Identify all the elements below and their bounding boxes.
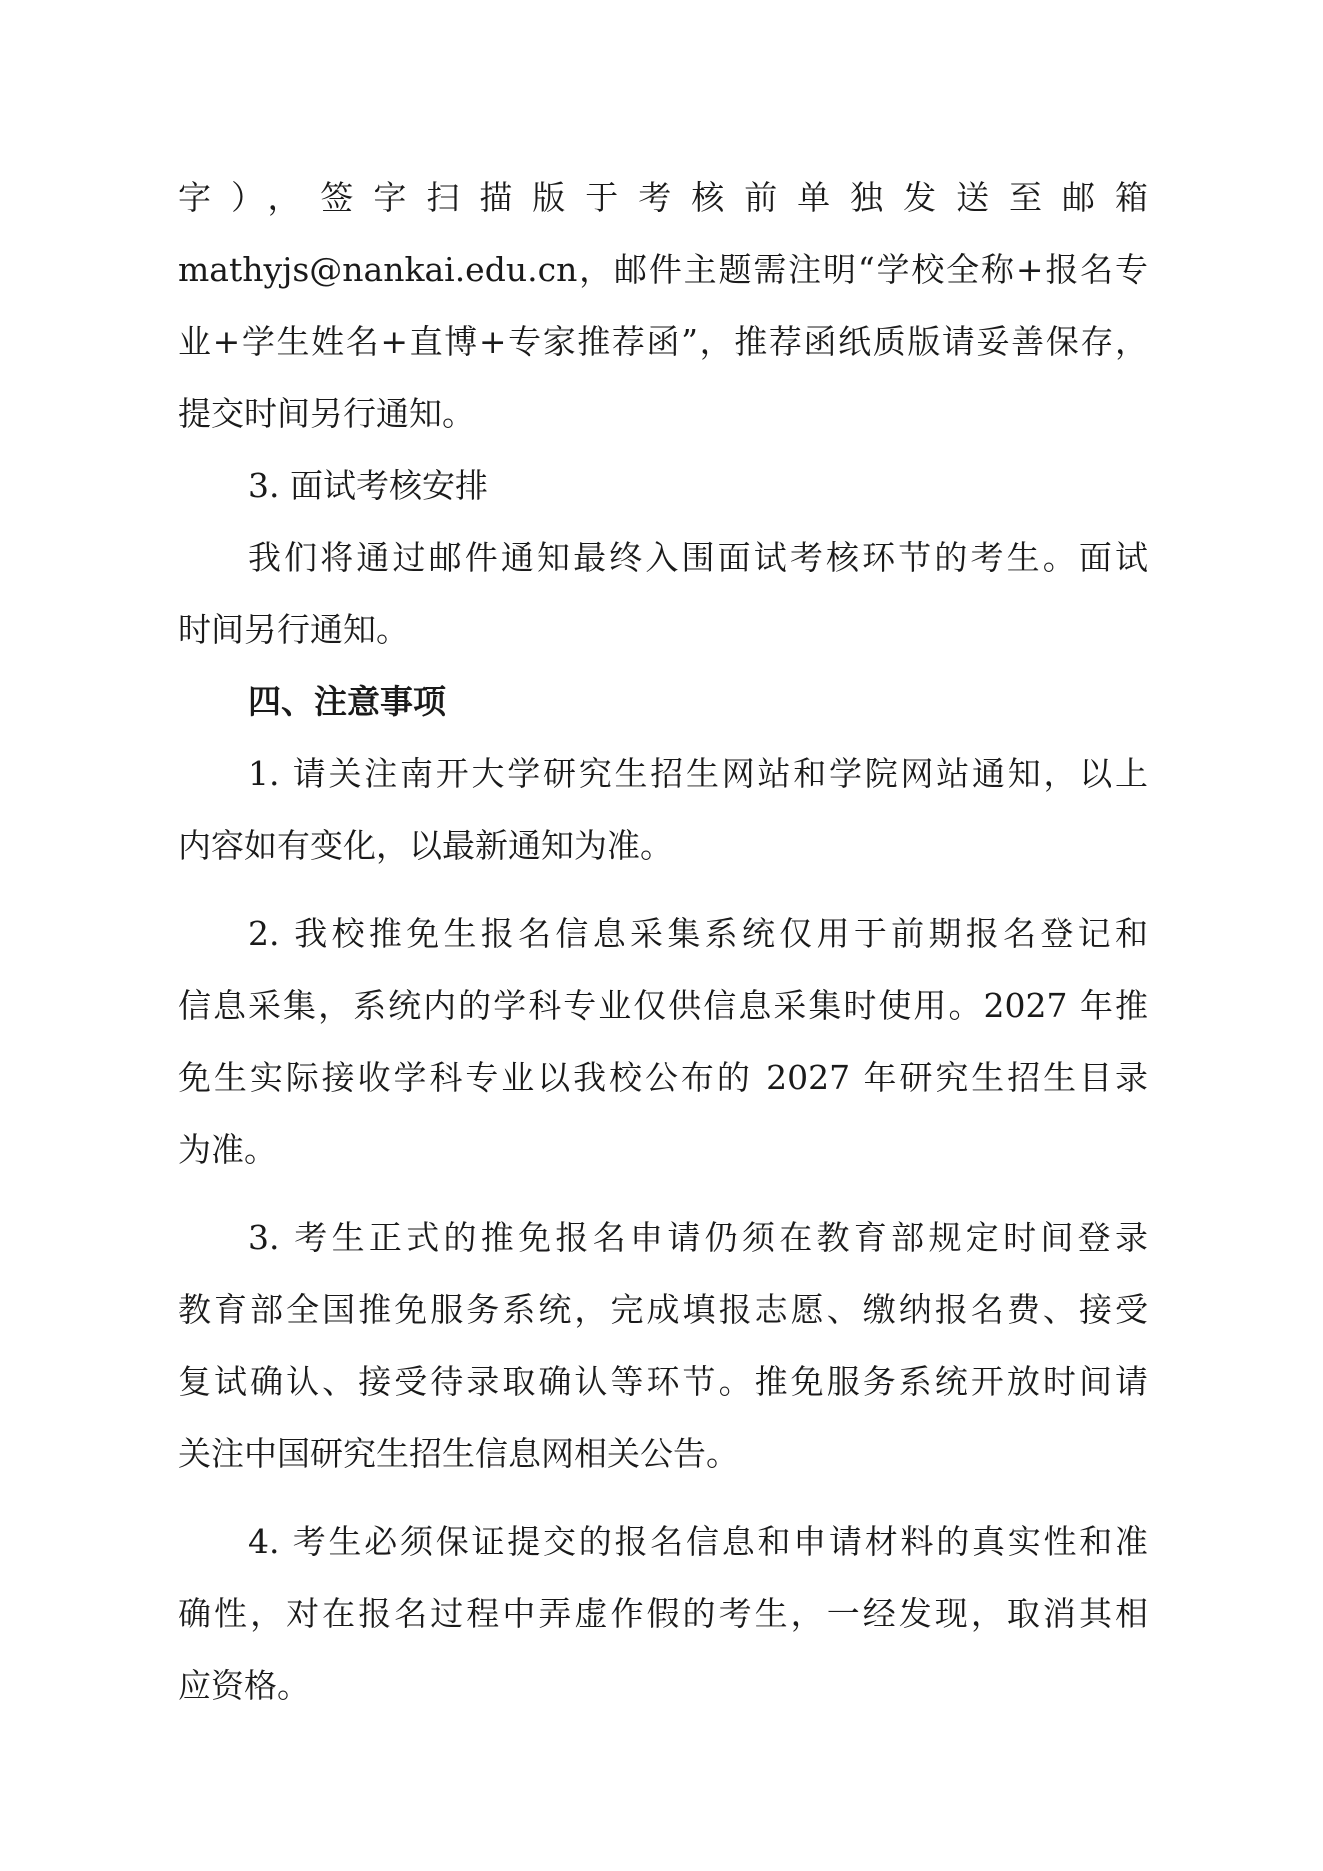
text-line: 1. 请关注南开大学研究生招生网站和学院网站通知，以上 [248, 754, 1148, 793]
text-line: 4. 考生必须保证提交的报名信息和申请材料的真实性和准 [248, 1522, 1148, 1561]
text-line: 3. 考生正式的推免报名申请仍须在教育部规定时间登录 [248, 1218, 1148, 1257]
text-line: 时间另行通知。 [178, 610, 409, 649]
text-line: mathyjs@nankai.edu.cn，邮件主题需注明“学校全称+报名专 [178, 250, 1148, 289]
section-heading: 四、注意事项 [248, 682, 446, 721]
text-line: 字），签字扫描版于考核前单独发送至邮箱 [178, 178, 1148, 217]
text-line: 复试确认、接受待录取确认等环节。推免服务系统开放时间请 [178, 1362, 1148, 1401]
text-line: 关注中国研究生招生信息网相关公告。 [178, 1434, 739, 1473]
text-line: 应资格。 [178, 1666, 310, 1705]
text-line: 教育部全国推免服务系统，完成填报志愿、缴纳报名费、接受 [178, 1290, 1148, 1329]
text-line: 提交时间另行通知。 [178, 394, 475, 433]
text-line: 业+学生姓名+直博+专家推荐函”，推荐函纸质版请妥善保存， [178, 322, 1148, 361]
text-line: 2. 我校推免生报名信息采集系统仅用于前期报名登记和 [248, 914, 1148, 953]
text-line: 免生实际接收学科专业以我校公布的 2027 年研究生招生目录 [178, 1058, 1148, 1097]
text-line: 确性，对在报名过程中弄虚作假的考生，一经发现，取消其相 [178, 1594, 1148, 1633]
text-line: 内容如有变化，以最新通知为准。 [178, 826, 673, 865]
text-line: 为准。 [178, 1130, 277, 1169]
section-subheading: 3. 面试考核安排 [248, 466, 488, 505]
text-line: 我们将通过邮件通知最终入围面试考核环节的考生。面试 [248, 538, 1148, 577]
text-line: 信息采集，系统内的学科专业仅供信息采集时使用。2027 年推 [178, 986, 1148, 1025]
